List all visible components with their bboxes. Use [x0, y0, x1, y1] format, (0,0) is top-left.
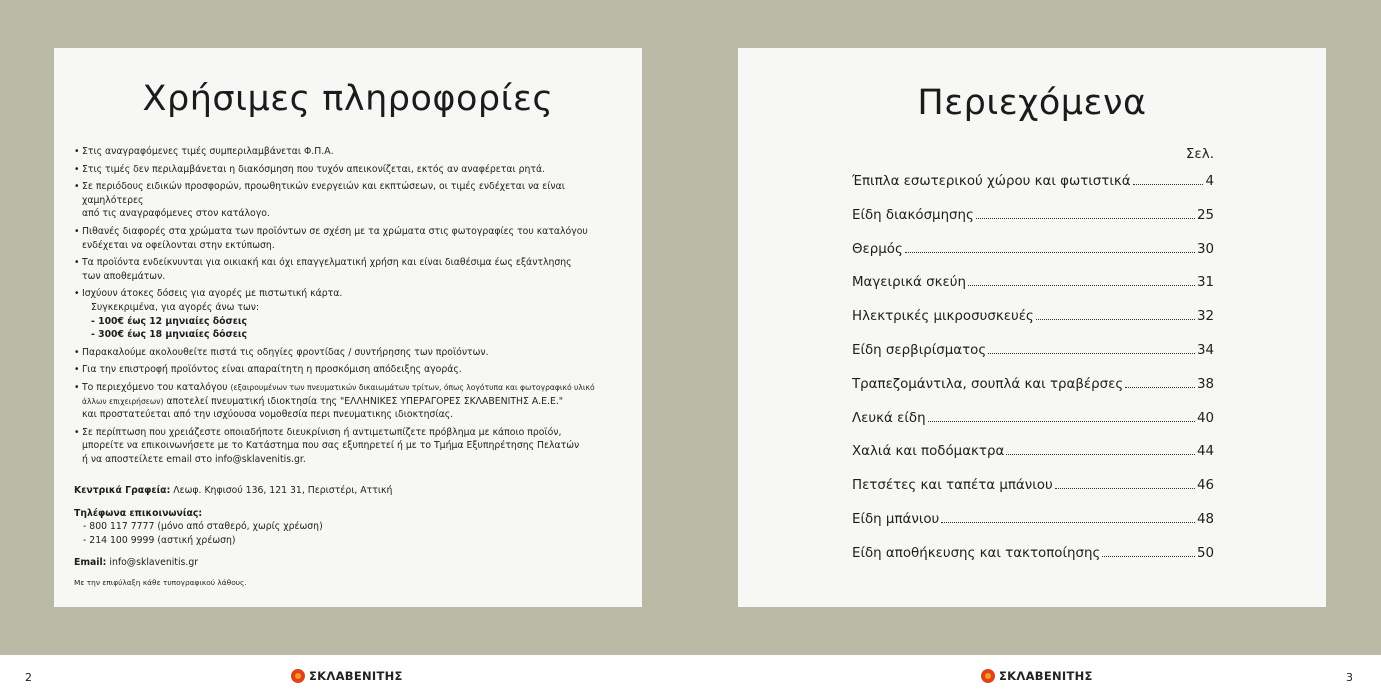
toc-leader-dots — [1102, 556, 1195, 557]
info-text: ενδέχεται να οφείλονται στην εκτύπωση. — [82, 239, 275, 251]
sklavenitis-logo-icon — [291, 669, 305, 683]
info-text: ή να αποστείλετε email στο info@sklavenitis.gr. — [82, 453, 306, 465]
toc-leader-dots — [1006, 454, 1195, 455]
toc-entry-title: Θερμός — [852, 241, 903, 257]
toc-leader-dots — [941, 522, 1195, 523]
toc-entry-page: 44 — [1196, 444, 1214, 460]
toc-entry-title: Τραπεζομάντιλα, σουπλά και τραβέρσες — [852, 376, 1124, 392]
phone-number: - 800 117 7777 (μόνο από σταθερό, χωρίς χρέωση) — [83, 521, 323, 533]
footer — [0, 655, 1381, 700]
toc-entry-title: Ηλεκτρικές μικροσυσκευές — [852, 309, 1034, 325]
copyright-note: (εξαιρουμένων των πνευματικών δικαιωμάτων τρίτων, όπως λογότυπα και φωτογραφικό υλικό — [230, 382, 595, 392]
email-address: info@sklavenitis.gr — [106, 557, 199, 569]
phones-label: Τηλέφωνα επικοινωνίας: — [74, 507, 203, 519]
table-of-contents — [852, 172, 1214, 578]
info-bullet — [74, 180, 629, 221]
info-text — [82, 381, 629, 395]
info-bullet-installments — [74, 287, 629, 341]
info-text: • Ισχύουν άτοκες δόσεις για αγορές με πιστωτική κάρτα. — [82, 288, 343, 300]
page-title: Περιεχόμενα — [917, 83, 1147, 123]
toc-leader-dots — [1036, 319, 1195, 320]
toc-leader-dots — [968, 285, 1195, 286]
info-text: • Σε περίπτωση που χρειάζεστε οποιαδήποτε διευκρίνιση ή αντιμετωπίζετε πρόβλημα με κάποιο προϊόν, — [82, 426, 562, 438]
toc-leader-dots — [976, 218, 1195, 219]
disclaimer: Με την επιφύλαξη κάθε τυπογραφικού λάθους. — [74, 578, 247, 587]
info-bullet — [74, 225, 629, 252]
toc-entry-page: 34 — [1196, 342, 1214, 358]
toc-entry-page: 46 — [1196, 478, 1214, 494]
toc-leader-dots — [1125, 387, 1195, 388]
toc-leader-dots — [905, 252, 1195, 253]
info-bullet — [74, 145, 629, 159]
copyright-text: αποτελεί πνευματική ιδιοκτησία της "ΕΛΛΗΝΙΚΕΣ ΥΠΕΡΑΓΟΡΕΣ ΣΚΛΑΒΕΝΙΤΗΣ Α.Ε.Ε." — [163, 395, 564, 407]
info-text: • Σε περιόδους ειδικών προσφορών, προωθητικών ενεργειών και εκπτώσεων, οι τιμές ενδέχεται να είναι χαμηλότερες — [82, 181, 565, 206]
info-text: • Για την επιστροφή προϊόντος είναι απαραίτητη η προσκόμιση απόδειξης αγοράς. — [82, 364, 462, 376]
info-bullet — [74, 163, 629, 177]
toc-entry-page: 4 — [1205, 174, 1214, 189]
right-page — [738, 48, 1326, 607]
toc-row — [852, 273, 1214, 307]
toc-entry-title: Πετσέτες και ταπέτα μπάνιου — [852, 478, 1053, 494]
info-bullet-copyright — [74, 381, 629, 422]
info-text: • Τα προϊόντα ενδείκνυνται για οικιακή και όχι επαγγελματική χρήση και είναι διαθέσιμα έως εξάντλησης — [82, 257, 572, 269]
brand-logo — [981, 669, 1093, 683]
toc-entry-title: Χαλιά και ποδόμακτρα — [852, 444, 1005, 460]
toc-row — [852, 172, 1214, 206]
toc-entry-page: 32 — [1196, 309, 1214, 325]
info-bullet — [74, 346, 629, 360]
sklavenitis-logo-icon — [981, 669, 995, 683]
installments-intro: Συγκεκριμένα, για αγορές άνω των: — [91, 301, 260, 313]
toc-row — [852, 341, 1214, 375]
page-number-right: 3 — [1346, 671, 1353, 684]
info-text: • Στις αναγραφόμενες τιμές συμπεριλαμβάνεται Φ.Π.Α. — [82, 146, 334, 157]
toc-entry-title: Είδη αποθήκευσης και τακτοποίησης — [852, 545, 1101, 561]
toc-entry-page: 50 — [1196, 545, 1214, 561]
toc-entry-page: 25 — [1196, 207, 1214, 223]
toc-entry-page: 48 — [1196, 511, 1214, 527]
info-bullet — [74, 363, 629, 377]
toc-entry-title: Έπιπλα εσωτερικού χώρου και φωτιστικά — [852, 174, 1131, 189]
toc-row — [852, 307, 1214, 341]
toc-row — [852, 409, 1214, 443]
toc-row — [852, 510, 1214, 544]
brand-logo — [291, 669, 403, 683]
contact-block — [74, 484, 629, 570]
copyright-text: Το περιεχόμενο του καταλόγου — [82, 381, 231, 393]
hq-label: Κεντρικά Γραφεία: — [74, 485, 171, 496]
toc-entry-page: 31 — [1196, 275, 1214, 291]
info-text: μπορείτε να επικοινωνήσετε με το Κατάστημα που σας εξυπηρετεί ή με το Τμήμα Εξυπηρέτησης Πελατών — [82, 440, 580, 452]
toc-entry-title: Είδη μπάνιου — [852, 511, 940, 527]
toc-entry-title: Είδη σερβιρίσματος — [852, 342, 987, 358]
info-text: των αποθεμάτων. — [82, 270, 166, 282]
toc-leader-dots — [928, 421, 1195, 422]
toc-entry-page: 30 — [1196, 241, 1214, 257]
toc-row — [852, 240, 1214, 274]
toc-row — [852, 544, 1214, 578]
email-line — [74, 556, 629, 570]
copyright-note: άλλων επιχειρήσεων) — [82, 396, 164, 406]
toc-leader-dots — [1133, 184, 1204, 185]
page-number-left: 2 — [25, 671, 32, 684]
info-bullet — [74, 256, 629, 283]
info-text: • Πιθανές διαφορές στα χρώματα των προϊόντων σε σχέση με τα χρώματα στις φωτογραφίες του καταλόγου — [82, 225, 588, 237]
toc-entry-title: Μαγειρικά σκεύη — [852, 275, 966, 291]
phone-number: - 214 100 9999 (αστική χρέωση) — [83, 534, 236, 546]
toc-leader-dots — [988, 353, 1195, 354]
toc-row — [852, 442, 1214, 476]
left-page — [54, 48, 642, 607]
page-title: Χρήσιμες πληροφορίες — [142, 79, 554, 119]
toc-entry-title: Λευκά είδη — [852, 410, 926, 426]
info-list — [74, 145, 629, 470]
toc-entry-page: 40 — [1196, 410, 1214, 426]
info-bullet — [74, 426, 629, 467]
toc-entry-title: Είδη διακόσμησης — [852, 207, 974, 223]
toc-row — [852, 375, 1214, 409]
toc-leader-dots — [1055, 488, 1195, 489]
info-text: και προστατεύεται από την ισχύουσα νομοθεσία περι πνευματικης ιδιοκτησίας. — [82, 409, 454, 421]
installments-tier: - 100€ έως 12 μηνιαίες δόσεις — [91, 315, 248, 327]
info-text: από τις αναγραφόμενες στον κατάλογο. — [82, 208, 270, 220]
brand-name: ΣΚΛΑΒΕΝΙΤΗΣ — [309, 669, 403, 683]
hq-address: Λεωφ. Κηφισού 136, 121 31, Περιστέρι, Αττική — [170, 485, 393, 496]
info-text: • Στις τιμές δεν περιλαμβάνεται η διακόσμηση που τυχόν απεικονίζεται, εκτός αν αναφέρεται ρητά. — [82, 163, 546, 175]
info-text: • Παρακαλούμε ακολουθείτε πιστά τις οδηγίες φροντίδας / συντήρησης των προϊόντων. — [82, 346, 489, 358]
page-column-label: Σελ. — [1185, 146, 1214, 162]
installments-tier: - 300€ έως 18 μηνιαίες δόσεις — [91, 329, 248, 341]
email-label: Email: — [74, 557, 107, 569]
brand-name: ΣΚΛΑΒΕΝΙΤΗΣ — [999, 669, 1093, 683]
info-text — [82, 395, 629, 409]
toc-entry-page: 38 — [1196, 376, 1214, 392]
headquarters — [74, 484, 629, 498]
toc-row — [852, 476, 1214, 510]
toc-row — [852, 206, 1214, 240]
